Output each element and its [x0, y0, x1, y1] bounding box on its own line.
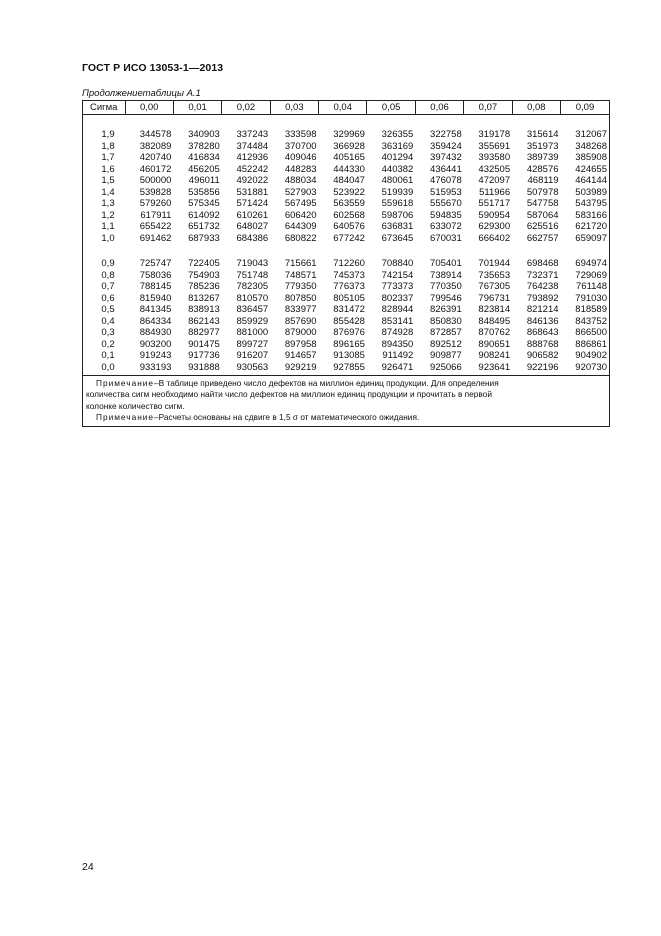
dpmo-value-cell: 848495: [478, 315, 511, 327]
dpmo-value-cell: 708840: [381, 258, 414, 269]
dpmo-value-cell: 923641: [478, 361, 511, 373]
dpmo-value-cell: 821214: [526, 304, 559, 315]
dpmo-value-cell: 614092: [188, 209, 220, 221]
dpmo-value-cell: 535856: [188, 186, 220, 198]
dpmo-value-cell: 838913: [188, 304, 220, 315]
dpmo-value-cell: 515953: [430, 186, 462, 198]
dpmo-value-cell: 567495: [284, 198, 317, 209]
dpmo-value-cell: 779350: [284, 281, 317, 292]
table-row: [83, 304, 609, 316]
dpmo-value-cell: 401294: [381, 152, 414, 163]
table-body: [83, 115, 609, 376]
table-row: [83, 350, 609, 362]
dpmo-value-cell: 886861: [575, 338, 607, 350]
sigma-table-frame: [82, 100, 610, 427]
dpmo-value-cell: 909877: [430, 350, 462, 361]
column-header-sigma: Сигма: [83, 101, 125, 115]
table-row: [83, 210, 609, 222]
note-line: [86, 378, 606, 389]
table-row: [83, 327, 609, 339]
dpmo-value-cell: 337243: [236, 129, 269, 140]
dpmo-value-cell: 735653: [478, 269, 511, 281]
sigma-value-cell: 1,7: [101, 152, 115, 163]
dpmo-value-cell: 633072: [430, 221, 462, 232]
note-line: [86, 389, 606, 400]
dpmo-value-cell: 344578: [139, 129, 172, 140]
dpmo-value-cell: 412936: [236, 152, 269, 163]
spacer-row: [83, 115, 609, 130]
dpmo-value-cell: 793892: [526, 292, 559, 304]
table-row: [83, 141, 609, 153]
dpmo-value-cell: 841345: [139, 304, 172, 315]
sigma-value-cell: 1,9: [101, 129, 115, 140]
note-line: [86, 412, 606, 423]
column-header-offset: 0,07: [464, 101, 512, 115]
table-row: [83, 281, 609, 293]
dpmo-value-cell: 785236: [188, 281, 220, 292]
note-text: –Расчеты основаны на сдвиге в 1,5 σ от математического ожидания.: [154, 411, 420, 422]
dpmo-value-cell: 385908: [575, 152, 607, 163]
sigma-value-cell: 0,9: [101, 258, 115, 269]
dpmo-value-cell: 788145: [139, 281, 172, 292]
dpmo-value-cell: 680822: [284, 232, 317, 244]
sigma-value-cell: 0,2: [101, 338, 115, 350]
dpmo-value-cell: 857690: [284, 315, 317, 327]
sigma-value-cell: 0,0: [101, 361, 115, 373]
dpmo-value-cell: 767305: [478, 281, 511, 292]
dpmo-value-cell: 594835: [430, 209, 462, 221]
dpmo-value-cell: 694974: [575, 258, 607, 269]
sigma-value-cell: 0,8: [101, 269, 115, 281]
dpmo-value-cell: 621720: [575, 221, 607, 232]
dpmo-value-cell: 901475: [188, 338, 220, 350]
dpmo-value-cell: 340903: [188, 129, 220, 140]
table-row: [83, 187, 609, 199]
dpmo-value-cell: 888768: [526, 338, 559, 350]
table-row: [83, 164, 609, 176]
dpmo-value-cell: 333598: [284, 129, 317, 140]
dpmo-value-cell: 662757: [526, 232, 559, 244]
table-row: [83, 221, 609, 233]
dpmo-value-cell: 914657: [284, 350, 317, 361]
dpmo-value-cell: 890651: [478, 338, 511, 350]
dpmo-value-cell: 715661: [284, 258, 317, 269]
dpmo-value-cell: 836457: [236, 304, 269, 315]
dpmo-value-cell: 583166: [575, 209, 607, 221]
dpmo-value-cell: 876976: [333, 327, 365, 338]
spacer-cell: [83, 244, 609, 258]
dpmo-value-cell: 393580: [478, 152, 511, 163]
dpmo-value-cell: 770350: [430, 281, 462, 292]
dpmo-value-cell: 511966: [479, 186, 511, 198]
spacer-row: [83, 244, 609, 258]
dpmo-value-cell: 906582: [526, 350, 559, 361]
dpmo-value-cell: 397432: [430, 152, 462, 163]
dpmo-value-cell: 460172: [139, 163, 172, 175]
dpmo-value-cell: 500000: [139, 175, 172, 186]
page-number: 24: [82, 861, 94, 873]
dpmo-value-cell: 563559: [333, 198, 365, 209]
note-text: колонке количество сигм.: [86, 400, 185, 411]
dpmo-value-cell: 598706: [381, 209, 414, 221]
dpmo-value-cell: 351973: [526, 140, 559, 152]
column-header-offset: 0,04: [319, 101, 367, 115]
dpmo-value-cell: 617911: [140, 209, 172, 221]
sigma-dpmo-table: [83, 101, 609, 375]
table-row: [83, 152, 609, 164]
dpmo-value-cell: 389739: [526, 152, 559, 163]
table-row: [83, 198, 609, 210]
sigma-value-cell: 1,3: [101, 198, 115, 209]
table-notes: [83, 375, 609, 426]
dpmo-value-cell: 931888: [188, 361, 220, 373]
dpmo-value-cell: 919243: [139, 350, 172, 361]
dpmo-value-cell: 862143: [188, 315, 220, 327]
dpmo-value-cell: 363169: [381, 140, 414, 152]
dpmo-value-cell: 920730: [575, 361, 607, 373]
table-row: [83, 293, 609, 305]
column-header-offset: 0,01: [173, 101, 221, 115]
dpmo-value-cell: 705401: [430, 258, 462, 269]
dpmo-value-cell: 684386: [236, 232, 269, 244]
dpmo-value-cell: 698468: [526, 258, 559, 269]
dpmo-value-cell: 853141: [381, 315, 414, 327]
dpmo-value-cell: 673645: [381, 232, 414, 244]
sigma-value-cell: 0,5: [101, 304, 115, 315]
dpmo-value-cell: 802337: [381, 292, 414, 304]
dpmo-value-cell: 359424: [430, 140, 462, 152]
dpmo-value-cell: 866500: [575, 327, 607, 338]
dpmo-value-cell: 833977: [284, 304, 317, 315]
standard-designation: ГОСТ Р ИСО 13053-1—2013: [82, 62, 224, 74]
dpmo-value-cell: 531881: [236, 186, 269, 198]
dpmo-value-cell: 712260: [333, 258, 365, 269]
dpmo-value-cell: 551717: [478, 198, 511, 209]
dpmo-value-cell: 855428: [333, 315, 365, 327]
dpmo-value-cell: 872857: [430, 327, 462, 338]
dpmo-value-cell: 503989: [575, 186, 607, 198]
dpmo-value-cell: 420740: [139, 152, 172, 163]
dpmo-value-cell: 729069: [575, 269, 607, 281]
dpmo-value-cell: 648027: [236, 221, 269, 232]
dpmo-value-cell: 424655: [575, 163, 607, 175]
dpmo-value-cell: 329969: [333, 129, 365, 140]
dpmo-value-cell: 322758: [430, 129, 462, 140]
dpmo-value-cell: 629300: [478, 221, 511, 232]
dpmo-value-cell: 725747: [139, 258, 172, 269]
dpmo-value-cell: 370700: [284, 140, 317, 152]
table-row: [83, 270, 609, 282]
dpmo-value-cell: 476078: [430, 175, 462, 186]
dpmo-value-cell: 409046: [284, 152, 317, 163]
dpmo-value-cell: 917736: [188, 350, 220, 361]
dpmo-value-cell: 464144: [575, 175, 607, 186]
dpmo-value-cell: 636831: [381, 221, 414, 232]
dpmo-value-cell: 492022: [236, 175, 269, 186]
dpmo-value-cell: 444330: [333, 163, 365, 175]
sigma-value-cell: 1,6: [101, 163, 115, 175]
dpmo-value-cell: 488034: [284, 175, 317, 186]
dpmo-value-cell: 826391: [430, 304, 462, 315]
dpmo-value-cell: 405165: [333, 152, 365, 163]
dpmo-value-cell: 813267: [188, 292, 220, 304]
dpmo-value-cell: 571424: [236, 198, 269, 209]
dpmo-value-cell: 468119: [527, 175, 559, 186]
dpmo-value-cell: 738914: [430, 269, 462, 281]
sigma-value-cell: 0,6: [101, 292, 115, 304]
column-header-offset: 0,09: [561, 101, 609, 115]
dpmo-value-cell: 315614: [526, 129, 559, 140]
dpmo-value-cell: 666402: [478, 232, 511, 244]
dpmo-value-cell: 846136: [526, 315, 559, 327]
dpmo-value-cell: 807850: [284, 292, 317, 304]
dpmo-value-cell: 929219: [284, 361, 317, 373]
dpmo-value-cell: 773373: [381, 281, 414, 292]
dpmo-value-cell: 764238: [526, 281, 559, 292]
dpmo-value-cell: 897958: [284, 338, 317, 350]
dpmo-value-cell: 448283: [284, 163, 317, 175]
dpmo-value-cell: 828944: [381, 304, 414, 315]
table-row: [83, 316, 609, 328]
sigma-value-cell: 1,8: [101, 140, 115, 152]
table-row: [83, 129, 609, 141]
dpmo-value-cell: 751748: [236, 269, 269, 281]
dpmo-value-cell: 348268: [575, 140, 607, 152]
note-label: Примечание: [96, 378, 155, 388]
dpmo-value-cell: 874928: [381, 327, 414, 338]
dpmo-value-cell: 428576: [526, 163, 559, 175]
dpmo-value-cell: 378280: [188, 140, 220, 152]
dpmo-value-cell: 796731: [478, 292, 511, 304]
table-row: [83, 233, 609, 245]
dpmo-value-cell: 881000: [236, 327, 269, 338]
dpmo-value-cell: 922196: [526, 361, 559, 373]
dpmo-value-cell: 868643: [526, 327, 559, 338]
dpmo-value-cell: 484047: [333, 175, 365, 186]
table-caption: Продолжениетаблицы А.1: [82, 88, 201, 99]
dpmo-value-cell: 374484: [236, 140, 269, 152]
dpmo-value-cell: 859929: [236, 315, 269, 327]
sigma-value-cell: 0,3: [101, 327, 115, 338]
column-header-offset: 0,02: [222, 101, 270, 115]
sigma-value-cell: 0,7: [101, 281, 115, 292]
sigma-value-cell: 1,1: [101, 221, 115, 232]
dpmo-value-cell: 436441: [430, 163, 462, 175]
note-label: Примечание: [96, 411, 155, 422]
dpmo-value-cell: 815940: [139, 292, 172, 304]
dpmo-value-cell: 432505: [478, 163, 511, 175]
dpmo-value-cell: 644309: [284, 221, 317, 232]
dpmo-value-cell: 701944: [478, 258, 511, 269]
dpmo-value-cell: 925066: [430, 361, 462, 373]
dpmo-value-cell: 440382: [381, 163, 414, 175]
dpmo-value-cell: 754903: [188, 269, 220, 281]
dpmo-value-cell: 894350: [381, 338, 414, 350]
dpmo-value-cell: 896165: [333, 338, 365, 350]
dpmo-value-cell: 559618: [381, 198, 414, 209]
dpmo-value-cell: 884930: [139, 327, 172, 338]
dpmo-value-cell: 742154: [381, 269, 414, 281]
dpmo-value-cell: 864334: [139, 315, 172, 327]
dpmo-value-cell: 882977: [188, 327, 220, 338]
column-header-offset: 0,03: [270, 101, 318, 115]
dpmo-value-cell: 507978: [526, 186, 559, 198]
dpmo-value-cell: 870762: [478, 327, 511, 338]
note-line: [86, 401, 606, 412]
table-row: [83, 175, 609, 187]
dpmo-value-cell: 899727: [236, 338, 269, 350]
table-row: [83, 362, 609, 376]
dpmo-value-cell: 602568: [333, 209, 365, 221]
dpmo-value-cell: 758036: [139, 269, 172, 281]
dpmo-value-cell: 805105: [333, 292, 365, 304]
dpmo-value-cell: 670031: [430, 232, 462, 244]
dpmo-value-cell: 776373: [333, 281, 365, 292]
dpmo-value-cell: 903200: [139, 338, 172, 350]
dpmo-value-cell: 933193: [139, 361, 172, 373]
dpmo-value-cell: 916207: [236, 350, 269, 361]
dpmo-value-cell: 610261: [236, 209, 269, 221]
dpmo-value-cell: 355691: [478, 140, 511, 152]
sigma-value-cell: 0,4: [101, 315, 115, 327]
dpmo-value-cell: 625516: [526, 221, 559, 232]
dpmo-value-cell: 761148: [576, 281, 607, 292]
dpmo-value-cell: 850830: [430, 315, 462, 327]
dpmo-value-cell: 480061: [381, 175, 414, 186]
dpmo-value-cell: 926471: [381, 361, 414, 373]
dpmo-value-cell: 913085: [333, 350, 365, 361]
dpmo-value-cell: 319178: [478, 129, 511, 140]
dpmo-value-cell: 831472: [333, 304, 365, 315]
dpmo-value-cell: 818589: [575, 304, 607, 315]
table-row: [83, 339, 609, 351]
column-header-offset: 0,08: [512, 101, 560, 115]
dpmo-value-cell: 547758: [526, 198, 559, 209]
dpmo-value-cell: 908241: [478, 350, 511, 361]
column-header-offset: 0,00: [125, 101, 173, 115]
dpmo-value-cell: 555670: [430, 198, 462, 209]
sigma-value-cell: 0,1: [101, 350, 115, 361]
dpmo-value-cell: 523922: [333, 186, 365, 198]
dpmo-value-cell: 452242: [236, 163, 269, 175]
note-text: количества сигм необходимо найти число дефектов на миллион единиц продукции и прочитать в первой: [86, 389, 492, 400]
dpmo-value-cell: 640576: [333, 221, 365, 232]
dpmo-value-cell: 782305: [236, 281, 269, 292]
dpmo-value-cell: 590954: [478, 209, 511, 221]
dpmo-value-cell: 799546: [430, 292, 462, 304]
dpmo-value-cell: 382089: [139, 140, 172, 152]
dpmo-value-cell: 496011: [188, 175, 220, 186]
dpmo-value-cell: 791030: [575, 292, 607, 304]
dpmo-value-cell: 687933: [188, 232, 220, 244]
sigma-value-cell: 1,4: [101, 186, 115, 198]
note-text: –В таблице приведено число дефектов на миллион единиц продукции. Для определения: [154, 378, 499, 388]
dpmo-value-cell: 575345: [188, 198, 220, 209]
dpmo-value-cell: 606420: [284, 209, 317, 221]
dpmo-value-cell: 904902: [575, 350, 607, 361]
column-header-offset: 0,06: [415, 101, 463, 115]
dpmo-value-cell: 879000: [284, 327, 317, 338]
dpmo-value-cell: 312067: [575, 129, 607, 140]
dpmo-value-cell: 655422: [139, 221, 172, 232]
column-header-offset: 0,05: [367, 101, 415, 115]
dpmo-value-cell: 366928: [333, 140, 365, 152]
dpmo-value-cell: 519939: [381, 186, 414, 198]
dpmo-value-cell: 677242: [333, 232, 365, 244]
dpmo-value-cell: 748571: [284, 269, 317, 281]
dpmo-value-cell: 722405: [188, 258, 220, 269]
dpmo-value-cell: 539828: [139, 186, 172, 198]
spacer-cell: [83, 115, 609, 130]
dpmo-value-cell: 527903: [284, 186, 317, 198]
dpmo-value-cell: 911492: [382, 350, 414, 361]
dpmo-value-cell: 651732: [188, 221, 220, 232]
dpmo-value-cell: 810570: [236, 292, 269, 304]
dpmo-value-cell: 930563: [236, 361, 269, 373]
dpmo-value-cell: 456205: [188, 163, 220, 175]
table-row: [83, 258, 609, 270]
dpmo-value-cell: 892512: [430, 338, 462, 350]
dpmo-value-cell: 745373: [333, 269, 365, 281]
dpmo-value-cell: 543795: [575, 198, 607, 209]
table-header-row: [83, 101, 609, 115]
dpmo-value-cell: 579260: [139, 198, 172, 209]
sigma-value-cell: 1,2: [101, 209, 115, 221]
dpmo-value-cell: 326355: [381, 129, 414, 140]
dpmo-value-cell: 691462: [139, 232, 172, 244]
dpmo-value-cell: 732371: [526, 269, 559, 281]
dpmo-value-cell: 843752: [575, 315, 607, 327]
dpmo-value-cell: 587064: [526, 209, 559, 221]
dpmo-value-cell: 823814: [478, 304, 511, 315]
sigma-value-cell: 1,0: [101, 232, 115, 244]
sigma-value-cell: 1,5: [101, 175, 115, 186]
dpmo-value-cell: 472097: [478, 175, 511, 186]
dpmo-value-cell: 927855: [333, 361, 365, 373]
dpmo-value-cell: 719043: [236, 258, 269, 269]
dpmo-value-cell: 416834: [188, 152, 220, 163]
dpmo-value-cell: 659097: [575, 232, 607, 244]
